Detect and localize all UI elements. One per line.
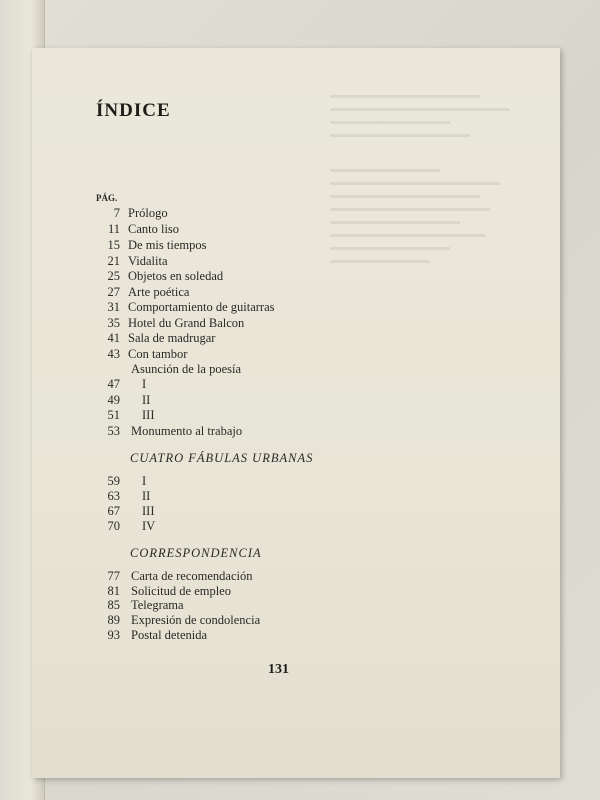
toc-entry [0,206,600,221]
toc-page-number: 85 [107,598,120,612]
toc-entry [0,424,600,439]
toc-page-number: 27 [107,285,120,299]
toc-title: Telegrama [131,598,184,612]
toc-title: De mis tiempos [128,238,207,252]
toc-title: Expresión de condolencia [131,613,261,627]
toc-entry [0,569,600,584]
toc-title: Comportamiento de guitarras [128,300,275,314]
toc-page-number: 11 [107,222,120,236]
toc-entry [0,300,600,315]
toc-title: Objetos en soledad [128,269,224,283]
toc-entry [0,393,600,408]
toc-page-number: 63 [107,489,120,503]
toc-page-number: 77 [107,569,120,583]
toc-page-number: 81 [107,584,120,598]
toc-title: III [142,408,155,422]
toc-page-number: 53 [107,424,120,438]
toc-title: III [142,504,155,518]
toc-page-number: 70 [107,519,120,533]
toc-entry [0,222,600,237]
toc-title: IV [142,519,156,533]
toc-title: Vidalita [128,254,168,268]
toc-title: Asunción de la poesía [131,362,242,376]
toc-page-number: 51 [107,408,120,422]
toc-entry [0,238,600,253]
toc-title: Canto liso [128,222,180,236]
toc-title: Arte poética [128,285,190,299]
toc-page-number: 59 [107,474,120,488]
toc-page-number: 89 [107,613,120,627]
toc-title: I [142,377,147,391]
toc-entry [0,504,600,519]
toc-page-number: 35 [107,316,120,330]
toc-entry [0,474,600,489]
toc-title: Postal detenida [131,628,208,642]
page-title: ÍNDICE [96,100,171,121]
toc-entry [0,331,600,346]
toc-entry [0,489,600,504]
toc-title: Prólogo [128,206,168,220]
toc-page-number: 21 [107,254,120,268]
toc-entry [0,598,600,613]
toc-page-number: 47 [107,377,120,391]
section-heading: CORRESPONDENCIA [130,546,262,560]
toc-page-number: 93 [107,628,120,642]
section-heading: CUATRO FÁBULAS URBANAS [130,451,314,465]
toc-entry [0,362,600,377]
toc-entry [0,584,600,599]
toc-title: Con tambor [128,347,188,361]
toc-page-number: 43 [107,347,120,361]
toc-page-number: 67 [107,504,120,518]
toc-entry [0,377,600,392]
page-column-label: PÁG. [96,193,118,203]
toc-title: Carta de recomendación [131,569,253,583]
toc-page-number: 49 [107,393,120,407]
toc-title: Monumento al trabajo [131,424,243,438]
toc-entry [0,613,600,628]
toc-title: II [142,393,151,407]
toc-title: I [142,474,147,488]
toc-page-number: 15 [107,238,120,252]
toc-entry [0,347,600,362]
toc-title: Hotel du Grand Balcon [128,316,245,330]
toc-entry [0,316,600,331]
toc-entry [0,408,600,423]
toc-page-number: 25 [107,269,120,283]
toc-title: Solicitud de empleo [131,584,231,598]
toc-entry [0,519,600,534]
toc-entry [0,254,600,269]
toc-title: II [142,489,151,503]
toc-page-number: 31 [107,300,120,314]
toc-title: Sala de madrugar [128,331,216,345]
toc-entry [0,285,600,300]
toc-page-number: 7 [113,206,120,220]
toc-entry [0,628,600,643]
page-number: 131 [268,662,289,677]
toc-entry [0,269,600,284]
toc-page-number: 41 [107,331,120,345]
